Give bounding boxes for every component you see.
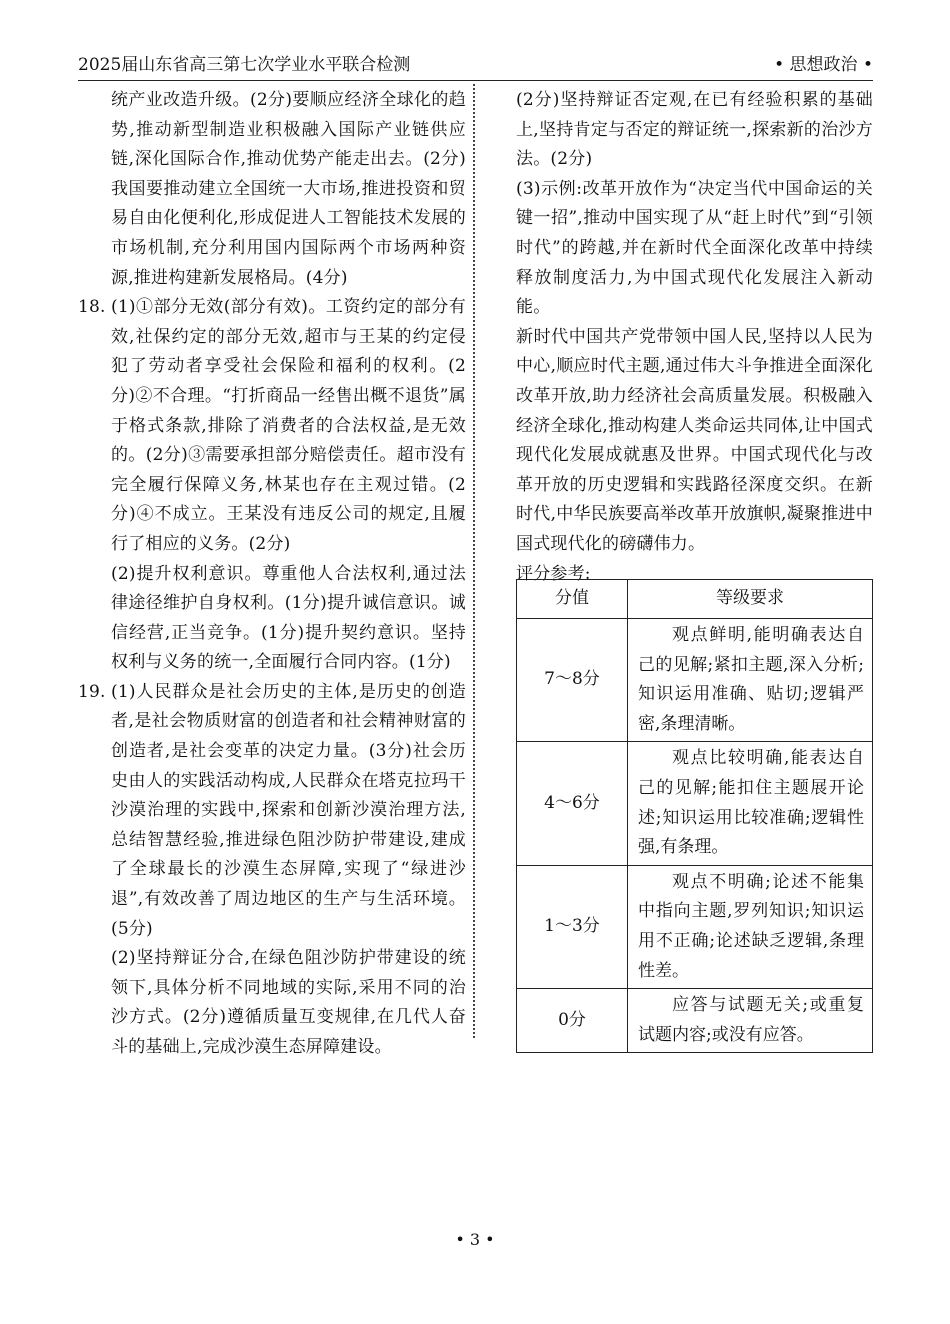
requirement-text: 应答与试题无关;或重复试题内容;或没有应答。 (638, 995, 864, 1045)
table-header-requirement: 等级要求 (628, 580, 873, 619)
q18-part1: (1)①部分无效(部分有效)。工资约定的部分有效,社保约定的部分无效,超市与王某的约定侵犯了劳动者享受社会保险和福利的权利。(2分)②不合理。“打折商品一经售出概不退货”属于格式条款,排除了消费者的合法权益,是无效的。(2分)③需要承担部分赔偿责任。超市没有完全履行保障义务,林某也存在主观过错。(2分)④不成立。王某没有违反公司的规定,且履行了相应的义务。(2分) (111, 297, 466, 554)
table-row (517, 865, 873, 988)
subject-label: • 思想政治 • (774, 55, 873, 75)
q19-part3: (3)示例:改革开放作为“决定当代中国命运的关键一招”,推动中国实现了从“赶上时代”到“引领时代”的跨越,并在新时代全面深化改革中持续释放制度活力,为中国式现代化发展注入新动能。 (516, 178, 873, 318)
question-number: 18. (78, 297, 106, 318)
level-requirement (628, 865, 873, 988)
score-level: 7～8分 (517, 619, 628, 742)
score-level: 4～6分 (517, 742, 628, 865)
table-header-row (517, 580, 873, 619)
q19-part2: (2)坚持辩证分合,在绿色阻沙防护带建设的统领下,具体分析不同地域的实际,采用不同的治沙方式。(2分)遵循质量互变规律,在几代人奋斗的基础上,完成沙漠生态屏障建设。 (111, 948, 466, 1057)
page-number: • 3 • (455, 1230, 495, 1249)
column-divider (473, 84, 475, 1038)
requirement-text: 观点比较明确,能表达自己的见解;能扣住主题展开论述;知识运用比较准确;逻辑性强,有条理。 (638, 748, 864, 858)
score-level: 1～3分 (517, 865, 628, 988)
table-header-score: 分值 (517, 580, 628, 619)
level-requirement (628, 742, 873, 865)
requirement-text: 观点鲜明,能明确表达自己的见解;紧扣主题,深入分析;知识运用准确、贴切;逻辑严密,条理清晰。 (638, 625, 864, 734)
table-row (517, 989, 873, 1053)
question-number: 19. (78, 681, 106, 702)
left-column (78, 86, 466, 1063)
level-requirement (628, 619, 873, 742)
scoring-reference-label: 评分参考: (516, 563, 591, 584)
page-header (78, 50, 873, 81)
question-19 (78, 678, 466, 1063)
exam-title: 2025届山东省高三第七次学业水平联合检测 (78, 55, 411, 75)
q19-part3-essay: 新时代中国共产党带领中国人民,坚持以人民为中心,顺应时代主题,通过伟大斗争推进全面深化改革开放,助力经济社会高质量发展。积极融入经济全球化,推动构建人类命运共同体,让中国式现代化发展成就惠及世界。中国式现代化与改革开放的历史逻辑和实践路径深度交织。在新时代,中华民族要高举改革开放旗帜,凝聚推进中国式现代化的磅礴伟力。 (516, 326, 873, 554)
level-requirement (628, 989, 873, 1053)
table-row (517, 619, 873, 742)
score-level: 0分 (517, 989, 628, 1053)
table-row (517, 742, 873, 865)
scoring-table (516, 579, 873, 1053)
requirement-text: 观点不明确;论述不能集中指向主题,罗列知识;知识运用不正确;论述缺乏逻辑,条理性差。 (638, 871, 864, 981)
q18-part2: (2)提升权利意识。尊重他人合法权利,通过法律途径维护自身权利。(1分)提升诚信意识。诚信经营,正当竞争。(1分)提升契约意识。坚持权利与义务的统一,全面履行合同内容。(1分) (111, 563, 466, 673)
right-column (516, 86, 873, 589)
q19-part1: (1)人民群众是社会历史的主体,是历史的创造者,是社会物质财富的创造者和社会精神财富的创造者,是社会变革的决定力量。(3分)社会历史由人的实践活动构成,人民群众在塔克拉玛干沙漠治理的实践中,探索和创新沙漠治理方法,总结智慧经验,推进绿色阻沙防护带建设,建成了全球最长的沙漠生态屏障,实现了“绿进沙退”,有效改善了周边地区的生产与生活环境。(5分) (111, 681, 466, 939)
question-18 (78, 293, 466, 678)
q19-part2-continuation: (2分)坚持辩证否定观,在已有经验积累的基础上,坚持肯定与否定的辩证统一,探索新的治沙方法。(2分) (516, 90, 873, 170)
q17-continuation: 统产业改造升级。(2分)要顺应经济全球化的趋势,推动新型制造业积极融入国际产业链供应链,深化国际合作,推动优势产能走出去。(2分)我国要推动建立全国统一大市场,推进投资和贸易自由化便利化,形成促进人工智能技术发展的市场机制,充分利用国内国际两个市场两种资源,推进构建新发展格局。(4分) (111, 90, 466, 288)
